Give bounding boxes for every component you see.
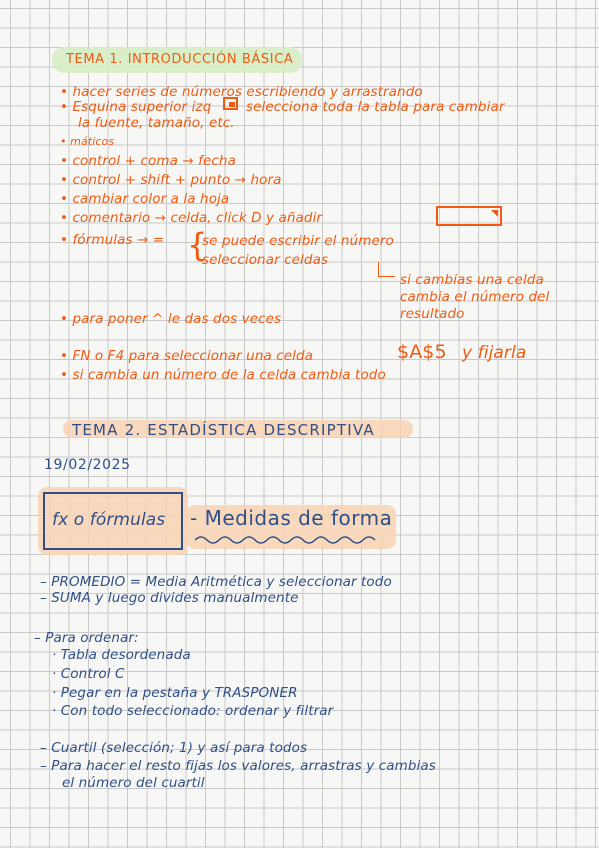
comment-cell-icon [436, 206, 502, 226]
note-line: selecciona toda la tabla para cambiar [246, 99, 505, 115]
note-line: el número del cuartil [62, 775, 205, 791]
wavy-underline-icon [195, 534, 381, 546]
note-line: la fuente, tamaño, etc. [78, 115, 235, 131]
note-line: seleccionar celdas [202, 252, 329, 268]
note-line: • hacer series de números escribiendo y arrastrando [60, 84, 423, 100]
note-line: – PROMEDIO = Media Aritmética y seleccionar todo [40, 574, 392, 590]
note-line: – SUMA y luego divides manualmente [40, 590, 299, 606]
note-line: y fijarla [462, 343, 527, 363]
formula-box-label: fx o fórmulas [52, 510, 166, 530]
note-line: • para poner ^ le das dos veces [60, 311, 282, 327]
note-line: • FN o F4 para seleccionar una celda [60, 348, 314, 364]
note-line: • control + coma → fecha [60, 153, 236, 169]
tema1-title: TEMA 1. INTRODUCCIÓN BÁSICA [66, 52, 294, 67]
note-line: • máticos [60, 135, 115, 148]
select-all-corner-icon [223, 97, 238, 110]
note-line: • fórmulas → = [60, 232, 165, 248]
note-line: • cambiar color a la hoja [60, 191, 230, 207]
note-line: · Tabla desordenada [52, 647, 191, 663]
date-label: 19/02/2025 [44, 457, 131, 473]
note-line: • comentario → celda, click D y añadir [60, 210, 323, 226]
note-line: • control + shift + punto → hora [60, 172, 282, 188]
note-line: resultado [400, 306, 465, 322]
note-line: • Esquina superior izq [60, 99, 212, 115]
note-line: · Pegar en la pestaña y TRASPONER [52, 685, 298, 701]
note-line: – Cuartil (selección; 1) y así para todos [40, 740, 308, 756]
note-line: – Para ordenar: [34, 630, 139, 646]
note-line: · Con todo seleccionado: ordenar y filtrar [52, 703, 334, 719]
note-line: – Para hacer el resto fijas los valores, arrastras y cambias [40, 758, 436, 774]
note-line: · Control C [52, 666, 125, 682]
note-line: se puede escribir el número [202, 233, 394, 249]
note-line: $A$5 [397, 341, 447, 363]
note-line: cambia el número del [400, 289, 550, 305]
tema2-title: TEMA 2. ESTADÍSTICA DESCRIPTIVA [72, 421, 375, 439]
section-heading: - Medidas de forma [190, 506, 393, 530]
note-line: si cambias una celda [400, 272, 544, 288]
arrow-hook-icon [378, 262, 395, 277]
note-line: • si cambia un número de la celda cambia todo [60, 367, 386, 383]
curly-brace-icon: { [187, 226, 208, 264]
